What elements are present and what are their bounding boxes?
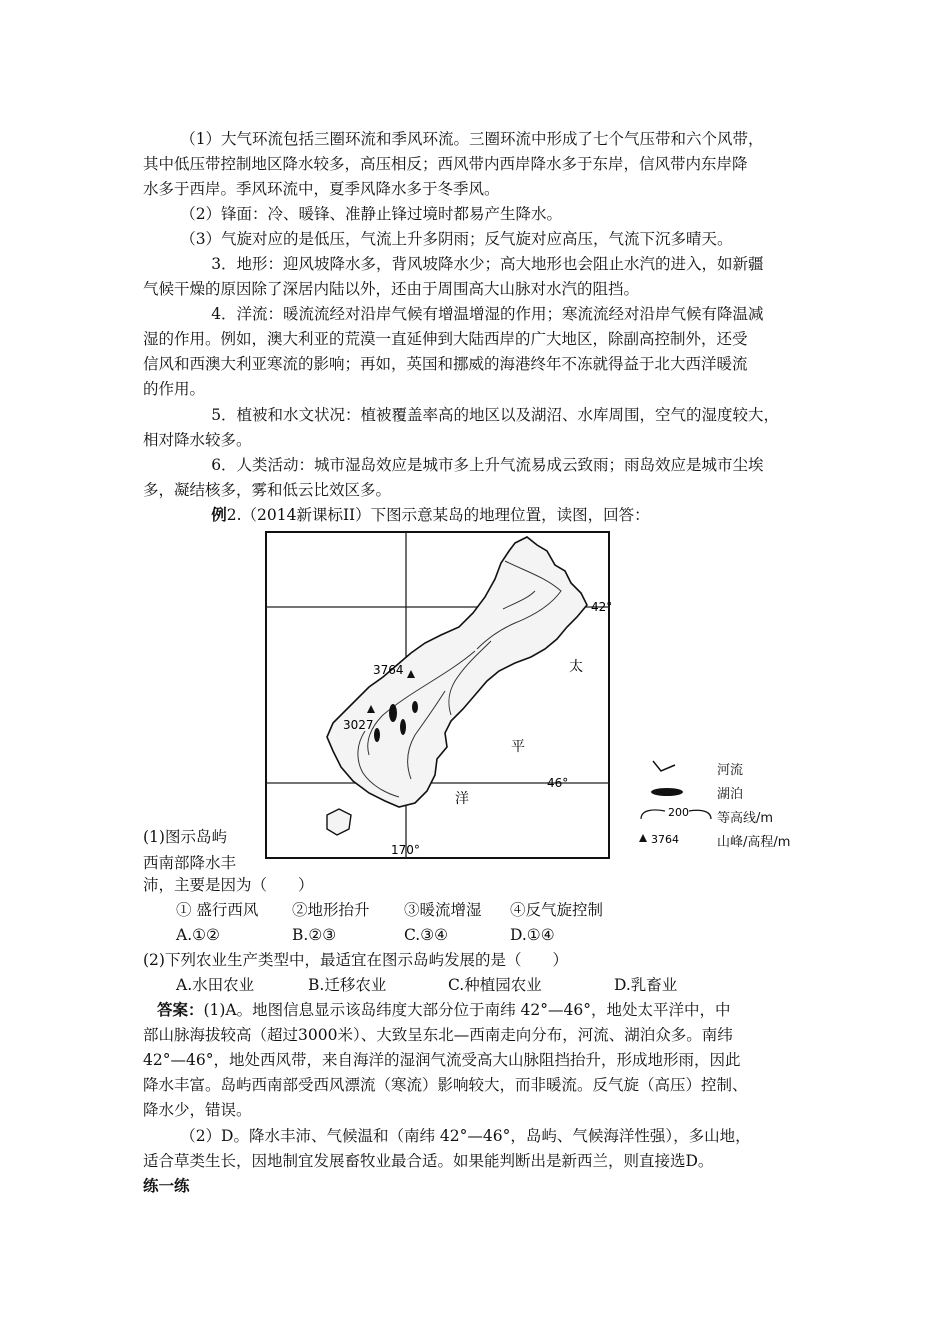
q1-item-1: ① 盛行西风 — [176, 901, 259, 919]
para-4-line-1: 3．地形：迎风坡降水多，背风坡降水少；高大地形也会阻止水汽的进入，如新疆 — [211, 255, 764, 273]
answer-line-5: 降水少，错误。 — [143, 1101, 252, 1119]
legend-river: 河流 — [635, 757, 835, 779]
map-legend — [635, 757, 835, 857]
q2-option-b[interactable]: B.迁移农业 — [308, 976, 387, 994]
q2-option-a[interactable]: A.水田农业 — [176, 976, 255, 994]
para-6-line-1: 5．植被和水文状况：植被覆盖率高的地区以及湖沼、水库周围，空气的湿度较大， — [211, 406, 780, 424]
ocean-char-2: 平 — [511, 739, 525, 755]
q1-option-a[interactable]: A.①② — [176, 926, 220, 944]
lat-42-label: 42° — [591, 600, 613, 614]
legend-lake: 湖泊 — [635, 781, 835, 803]
question-1-stem-line-3: 沛，主要是因为（ ） — [143, 876, 314, 894]
question-2-stem: (2)下列农业生产类型中，最适宜在图示岛屿发展的是（ ） — [143, 951, 568, 969]
para-7-line-1: 6．人类活动：城市湿岛效应是城市多上升气流易成云致雨；雨岛效应是城市尘埃 — [211, 456, 764, 474]
para-1-line-1: （1）大气环流包括三圈环流和季风环流。三圈环流中形成了七个气压带和六个风带， — [180, 130, 764, 148]
answer-line-1: 答案：(1)A。地图信息显示该岛纬度大部分位于南纬 42°—46°，地处太平洋中，中 — [156, 1000, 731, 1019]
lat-46-label: 46° — [547, 776, 569, 790]
q1-item-3: ③暖流增湿 — [404, 901, 482, 919]
para-2: （2）锋面：冷、暖锋、准静止锋过境时都易产生降水。 — [180, 205, 563, 223]
para-7-line-2: 多，凝结核多，雾和低云比效区多。 — [143, 481, 392, 499]
lon-170-label: 170° — [391, 843, 420, 857]
example-text: 2.（2014新课标II）下图示意某岛的地理位置，读图，回答： — [226, 506, 650, 524]
example-label: 例 — [211, 505, 227, 524]
island-map — [265, 531, 613, 859]
q2-option-c[interactable]: C.种植园农业 — [448, 976, 542, 994]
ocean-char-3: 洋 — [455, 791, 469, 807]
answer-line-4: 降水丰富。岛屿西南部受西风漂流（寒流）影响较大，而非暖流。反气旋（高压）控制、 — [143, 1076, 748, 1094]
para-5-line-1: 4．洋流：暖流流经对沿岸气候有增温增湿的作用；寒流流经对沿岸气候有降温减 — [211, 305, 764, 323]
para-1-line-3: 水多于西岸。季风环流中，夏季风降水多于冬季风。 — [143, 180, 500, 198]
answer-line-3: 42°—46°，地处西风带，来自海洋的湿润气流受高大山脉阻挡抬升，形成地形雨，因此 — [143, 1051, 741, 1069]
answer-2-line-2: 适合草类生长，因地制宜发展畜牧业最合适。如果能判断出是新西兰，则直接选D。 — [143, 1152, 714, 1170]
para-6-line-2: 相对降水较多。 — [143, 431, 252, 449]
answer-line-2: 部山脉海拔较高（超过3000米）、大致呈东北—西南走向分布，河流、湖泊众多。南纬 — [143, 1026, 733, 1044]
para-5-line-4: 的作用。 — [143, 380, 206, 398]
q1-item-4: ④反气旋控制 — [510, 901, 604, 919]
peak-3027-label: 3027 — [343, 718, 374, 732]
q2-option-d[interactable]: D.乳畜业 — [614, 976, 678, 994]
legend-contour: 200 等高线/m — [635, 805, 835, 827]
legend-peak: 3764 山峰/高程/m — [635, 829, 835, 851]
contour-icon — [635, 805, 715, 827]
q1-item-2: ②地形抬升 — [292, 901, 370, 919]
question-1-items — [176, 897, 603, 923]
lake-icon — [635, 781, 695, 803]
para-3: （3）气旋对应的是低压，气流上升多阴雨；反气旋对应高压，气流下沉多晴天。 — [180, 230, 733, 248]
river-icon — [635, 757, 695, 779]
para-5-line-2: 湿的作用。例如，澳大利亚的荒漠一直延伸到大陆西岸的广大地区，除副高控制外，还受 — [143, 330, 748, 348]
para-4-line-2: 气候干燥的原因除了深居内陆以外，还由于周围高大山脉对水汽的阻挡。 — [143, 280, 640, 298]
example-heading — [143, 502, 823, 528]
ocean-char-1: 太 — [569, 659, 583, 675]
answer-label: 答案： — [156, 1000, 204, 1019]
para-1-line-2: 其中低压带控制地区降水较多，高压相反；西风带内西岸降水多于东岸，信风带内东岸降 — [143, 155, 748, 173]
q1-option-b[interactable]: B.②③ — [292, 926, 337, 944]
question-2-options — [176, 972, 677, 998]
q1-option-d[interactable]: D.①④ — [510, 926, 555, 944]
peak-icon — [635, 829, 715, 851]
question-1-stem: (1)图示岛屿 西南部降水丰 — [143, 828, 237, 872]
para-5-line-3: 信风和西澳大利亚寒流的影响；再如，英国和挪威的海港终年不冻就得益于北大西洋暖流 — [143, 355, 748, 373]
answer-2-line-1: （2）D。降水丰沛、气候温和（南纬 42°—46°，岛屿、气候海洋性强），多山地， — [180, 1127, 751, 1145]
svg-text:200: 200 — [668, 806, 689, 819]
lake-mark — [389, 704, 397, 722]
svg-text:3764: 3764 — [651, 833, 679, 846]
question-1-options — [176, 922, 555, 948]
section-heading-practice: 练一练 — [143, 1176, 190, 1195]
q1-option-c[interactable]: C.③④ — [404, 926, 449, 944]
peak-3764-label: 3764 — [373, 663, 404, 677]
